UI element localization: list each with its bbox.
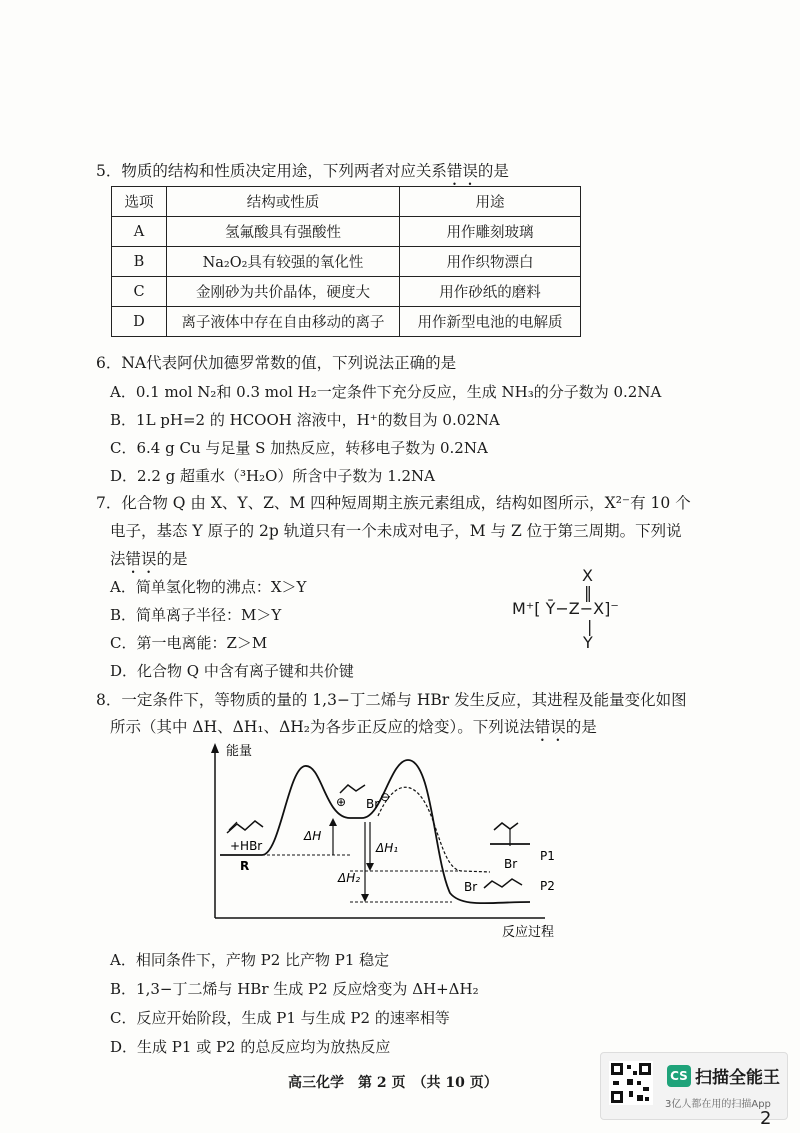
q8-line2-prefix: 所示（其中 ΔH、ΔH₁、ΔH₂为各步正反应的焓变）。下列说法 (110, 718, 535, 736)
table-cell: 金刚砂为共价晶体，硬度大 (167, 277, 400, 307)
table-cell: 用作新型电池的电解质 (400, 307, 581, 337)
q6-option-b: B．1L pH=2 的 HCOOH 溶液中，H⁺的数目为 0.02NA (110, 411, 500, 429)
q8-option-b: B．1,3−丁二烯与 HBr 生成 P2 反应焓变为 ΔH+ΔH₂ (110, 980, 479, 998)
q6-option-c: C．6.4 g Cu 与足量 S 加热反应，转移电子数为 0.2NA (110, 439, 488, 457)
table-cell: D (112, 307, 167, 337)
q7-line3-emphasis: 错误 (125, 550, 157, 568)
q7-stem-line3 (110, 548, 188, 577)
dh2-label: ΔH₂ (338, 871, 361, 885)
p1-br-label: Br (504, 857, 518, 871)
dh1-arrowhead (366, 863, 374, 871)
structure-formula: M⁺[ Ȳ−Z−X]⁻ (512, 599, 619, 618)
q5-stem-suffix: 的是 (477, 162, 509, 180)
table-header-cell: 结构或性质 (167, 187, 400, 217)
table-row (112, 307, 581, 337)
scanner-brand: 扫描全能王 (695, 1068, 780, 1088)
table-row (112, 277, 581, 307)
structure-single-bond: | (587, 617, 593, 636)
p2-br-label: Br (464, 880, 478, 894)
dh2-arrowhead (361, 894, 369, 902)
reactant-r-label: R (240, 859, 250, 873)
intermediate-br-label: Br (366, 797, 380, 811)
q5-stem-emphasis: 错误 (446, 162, 478, 180)
x-axis-label: 反应过程 (502, 925, 555, 940)
p2-label: P2 (540, 879, 555, 893)
table-header-cell: 用途 (400, 187, 581, 217)
q8-line2-suffix: 的是 (565, 718, 597, 736)
q6-option-d: D．2.2 g 超重水（³H₂O）所含中子数为 1.2NA (110, 467, 436, 485)
table-cell: B (112, 247, 167, 277)
q8-option-a: A．相同条件下，产物 P2 比产物 P1 稳定 (110, 951, 390, 969)
q5-table (111, 186, 581, 337)
table-header-row (112, 187, 581, 217)
p2-molecule (484, 879, 522, 888)
q8-line2-emphasis: 错误 (534, 718, 566, 736)
q7-option-c: C．第一电离能：Z＞M (110, 634, 268, 652)
camscanner-logo-icon: CS (667, 1065, 691, 1087)
table-cell: 离子液体中存在自由移动的离子 (167, 307, 400, 337)
table-cell: 用作雕刻玻璃 (400, 217, 581, 247)
intermediate-molecule (340, 785, 365, 793)
dh-arrowhead (329, 818, 337, 826)
q7-line3-suffix: 的是 (156, 550, 188, 568)
page-footer: 高三化学 第 2 页 （共 10 页） (288, 1075, 498, 1091)
table-row (112, 217, 581, 247)
y-axis-arrow (211, 743, 219, 753)
q8-option-d: D．生成 P1 或 P2 的总反应均为放热反应 (110, 1038, 391, 1056)
q7-option-a: A．简单氢化物的沸点：X＞Y (110, 578, 307, 596)
p1-label: P1 (540, 849, 555, 863)
q5-stem-prefix: 5．物质的结构和性质决定用途，下列两者对应关系 (96, 162, 447, 180)
table-cell: 氢氟酸具有强酸性 (167, 217, 400, 247)
y-axis-label: 能量 (226, 744, 253, 759)
q7-line3-prefix: 法 (110, 550, 126, 568)
dh1-label: ΔH₁ (376, 841, 399, 855)
table-cell: 用作砂纸的磨料 (400, 277, 581, 307)
q8-stem-line1: 8．一定条件下，等物质的量的 1,3−丁二烯与 HBr 发生反应，其进程及能量变化如图 (96, 691, 687, 709)
structure-top-atom: X (582, 566, 593, 585)
dh-label: ΔH (304, 829, 322, 843)
table-header-cell: 选项 (112, 187, 167, 217)
energy-curve-p2 (220, 760, 530, 903)
table-cell: A (112, 217, 167, 247)
q7-option-d: D．化合物 Q 中含有离子键和共价键 (110, 662, 354, 680)
p1-molecule (494, 823, 518, 830)
q6-stem: 6．NA代表阿伏加德罗常数的值，下列说法正确的是 (96, 354, 457, 372)
carbocation-symbol: ⊕ (336, 795, 347, 809)
table-cell: Na₂O₂具有较强的氧化性 (167, 247, 400, 277)
table-cell: C (112, 277, 167, 307)
table-cell: 用作织物漂白 (400, 247, 581, 277)
table-row (112, 247, 581, 277)
q8-option-c: C．反应开始阶段，生成 P1 与生成 P2 的速率相等 (110, 1009, 450, 1027)
energy-curve-p1 (378, 787, 490, 872)
scanner-tagline: 3亿人都在用的扫描App (665, 1099, 771, 1110)
reactant-hbr-label: +HBr (230, 839, 263, 853)
q6-option-a: A．0.1 mol N₂和 0.3 mol H₂一定条件下充分反应，生成 NH₃的分子数为 0.2NA (110, 383, 662, 401)
qr-code-icon (609, 1061, 653, 1105)
energy-diagram (200, 738, 600, 943)
q7-stem-line1: 7．化合物 Q 由 X、Y、Z、M 四种短周期主族元素组成，结构如图所示，X²⁻有 10 个 (96, 494, 691, 512)
bromide-anion-symbol: ⊖ (380, 790, 391, 804)
page-mark: 2 (760, 1108, 772, 1129)
structure-bottom-atom: Y (583, 633, 593, 652)
structure-double-bond: ‖ (584, 583, 592, 602)
q5-stem (96, 160, 509, 189)
q7-stem-line2: 电子，基态 Y 原子的 2p 轨道只有一个未成对电子，M 与 Z 位于第三周期。下列说 (110, 522, 682, 540)
q7-option-b: B．简单离子半径：M＞Y (110, 606, 282, 624)
